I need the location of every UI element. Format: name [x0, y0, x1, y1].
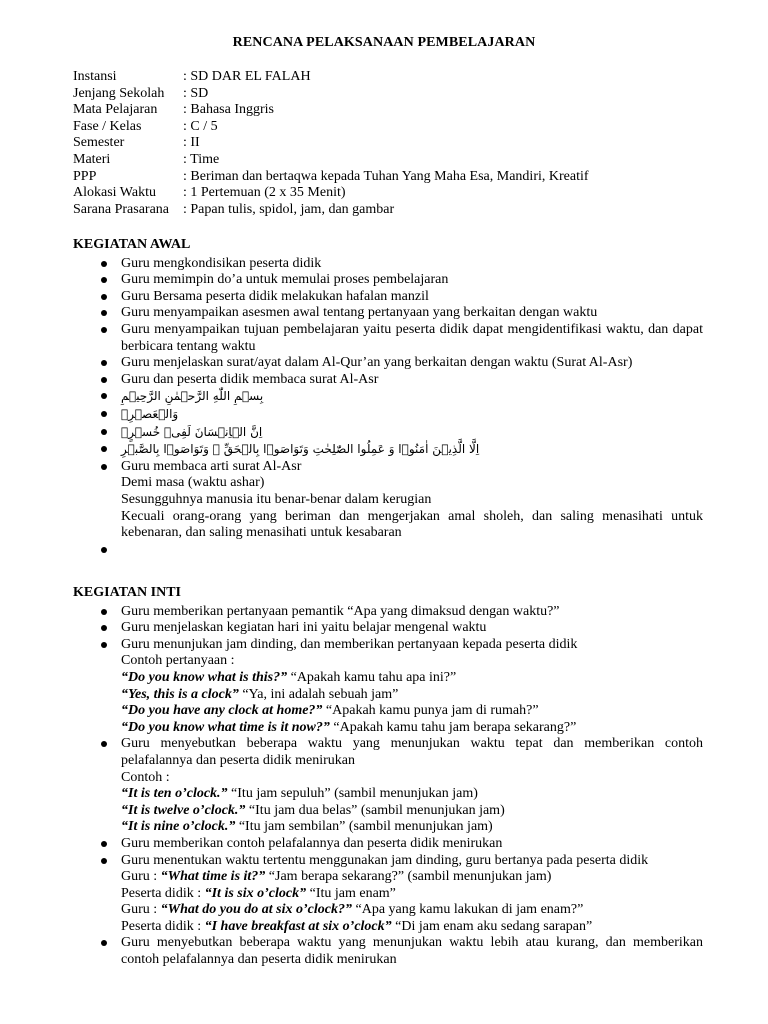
info-row-sarana: [73, 202, 713, 219]
translation: “Apa yang kamu lakukan di jam enam?”: [352, 902, 584, 918]
list-item: [73, 372, 703, 389]
list-item-text: Guru mengkondisikan peserta didik: [121, 255, 322, 271]
info-label: Materi: [73, 151, 111, 167]
english-phrase: “What do you do at six o’clock?”: [160, 902, 353, 918]
info-value: : SD DAR EL FALAH: [183, 69, 311, 84]
speaker: Guru :: [121, 902, 161, 918]
dialog-line: [121, 869, 703, 886]
info-label: PPP: [73, 168, 97, 184]
bullet-icon: [101, 261, 107, 267]
info-table: [73, 69, 713, 218]
list-item: [73, 459, 703, 542]
translation: “Apakah kamu tahu apa ini?”: [287, 669, 457, 685]
bullet-icon: [101, 360, 107, 366]
arabic-verse: بِسۡمِ اللّٰهِ الرَّحۡمٰنِ الرَّحِيۡمِ: [121, 389, 264, 404]
list-item: [73, 620, 703, 637]
example-line: [121, 720, 703, 737]
info-value: : Beriman dan bertaqwa kepada Tuhan Yang Maha Esa, Mandiri, Kreatif: [183, 168, 589, 184]
info-value: : Bahasa Inggris: [183, 102, 274, 118]
english-phrase: “Do you know what time is it now?”: [121, 719, 330, 735]
arabic-verse: اِلَّا الَّذِيۡنَ اٰمَنُوۡا وَ عَمِلُوا الصّٰلِحٰتِ وَتَوَاصَوۡا بِالۡحَقِّ ۙ وَتَوَاصَوۡا بِالصَّبۡرِ: [121, 442, 480, 457]
bullet-list: [73, 256, 703, 559]
bullet-icon: [101, 625, 107, 631]
info-label: Jenjang Sekolah: [73, 85, 165, 101]
info-label: Sarana Prasarana: [73, 201, 170, 217]
translation: “Itu jam sembilan” (sambil menunjukan jam): [235, 819, 493, 835]
list-item-text: Guru memberikan pertanyaan pemantik “Apa yang dimaksud dengan waktu?”: [121, 603, 560, 619]
info-row-mapel: [73, 102, 713, 119]
info-row-materi: [73, 152, 713, 169]
list-item-text: Guru memberikan contoh pelafalannya dan peserta didik menirukan: [121, 835, 503, 851]
translation-line: Kecuali orang-orang yang beriman dan mengerjakan amal sholeh, dan saling menasihati untuk kebenaran, dan saling menasihati untuk kesabaran: [121, 508, 703, 541]
translation: “Apakah kamu tahu jam berapa sekarang?”: [329, 719, 577, 735]
arabic-verse: وَالۡعَصۡرِۙ: [121, 406, 179, 421]
list-item: [73, 637, 703, 737]
bullet-icon: [101, 741, 107, 747]
bullet-icon: [101, 940, 107, 946]
info-value: : 1 Pertemuan (2 x 35 Menit): [183, 185, 346, 201]
list-item-text: Guru memimpin do’a untuk memulai proses pembelajaran: [121, 272, 449, 288]
list-item: [73, 836, 703, 853]
translation: “Itu jam dua belas” (sambil menunjukan jam): [245, 802, 505, 818]
section-heading: KEGIATAN INTI: [73, 585, 182, 600]
english-phrase: “It is ten o’clock.”: [121, 786, 228, 802]
bullet-icon: [101, 377, 107, 383]
translation-line: Demi masa (waktu ashar): [121, 475, 265, 491]
example-line: [121, 703, 703, 720]
list-item: [73, 322, 703, 355]
list-item-text: Guru menentukan waktu tertentu menggunakan jam dinding, guru bertanya pada peserta didik: [121, 852, 649, 868]
bullet-icon: [101, 547, 107, 553]
list-item-text: Guru menyampaikan asesmen awal tentang pertanyaan yang berkaitan dengan waktu: [121, 305, 598, 321]
english-phrase: “I have breakfast at six o’clock”: [204, 918, 392, 934]
example-line: [121, 670, 703, 687]
list-item-text: Guru menjelaskan surat/ayat dalam Al-Qur’an yang berkaitan dengan waktu (Surat Al-Asr): [121, 355, 633, 371]
english-phrase: “It is six o’clock”: [204, 885, 307, 901]
list-item: [73, 935, 703, 968]
section-kegiatan-inti: [73, 585, 703, 969]
bullet-icon: [101, 446, 107, 452]
bullet-icon: [101, 858, 107, 864]
list-item-text: Guru menyebutkan beberapa waktu yang menunjukan waktu tepat dan memberikan contoh pelafalannya dan peserta didik menirukan: [121, 736, 703, 768]
bullet-icon: [101, 393, 107, 399]
speaker: Guru :: [121, 869, 161, 885]
bullet-list: [73, 604, 703, 969]
list-item: [73, 256, 703, 273]
list-item-text: Guru menunjukan jam dinding, dan memberikan pertanyaan kepada peserta didik: [121, 636, 578, 652]
bullet-icon: [101, 310, 107, 316]
translation-line: Sesungguhnya manusia itu benar-benar dalam kerugian: [121, 491, 432, 507]
list-item: [73, 272, 703, 289]
info-label: Alokasi Waktu: [73, 185, 156, 201]
english-phrase: “Yes, this is a clock”: [121, 686, 239, 702]
arabic-verse: اِنَّ الۡاِنۡسَانَ لَفِىۡ خُسۡرٍۙ: [121, 424, 263, 439]
list-item: [73, 853, 703, 936]
info-row-instansi: [73, 69, 713, 86]
list-item: [73, 305, 703, 322]
example-line: [121, 819, 703, 836]
translation: “Ya, ini adalah sebuah jam”: [238, 686, 399, 702]
info-value: : SD: [183, 85, 209, 101]
info-row-semester: [73, 135, 713, 152]
list-item-arabic: [73, 424, 703, 442]
info-value: : C / 5: [183, 118, 218, 134]
bullet-icon: [101, 327, 107, 333]
info-label: Instansi: [73, 69, 117, 84]
dialog-line: [121, 902, 703, 919]
example-line: [121, 687, 703, 704]
list-item-arabic: [73, 441, 703, 459]
speaker: Peserta didik :: [121, 885, 205, 901]
bullet-icon: [101, 642, 107, 648]
dialog-line: [121, 886, 703, 903]
document-title: RENCANA PELAKSANAAN PEMBELAJARAN: [232, 35, 536, 50]
list-item-empty: [73, 542, 703, 559]
bullet-icon: [101, 464, 107, 470]
english-phrase: “Do you know what is this?”: [121, 669, 288, 685]
info-label: Fase / Kelas: [73, 118, 142, 134]
bullet-icon: [101, 277, 107, 283]
info-row-fase: [73, 119, 713, 136]
english-phrase: “What time is it?”: [160, 869, 266, 885]
list-item-arabic: [73, 388, 703, 406]
bullet-icon: [101, 411, 107, 417]
list-item-text: Guru dan peserta didik membaca surat Al-Asr: [121, 371, 379, 387]
list-item-text: Guru Bersama peserta didik melakukan hafalan manzil: [121, 288, 429, 304]
english-phrase: “It is nine o’clock.”: [121, 819, 236, 835]
dialog-line: [121, 919, 703, 936]
info-value: : Papan tulis, spidol, jam, dan gambar: [183, 201, 395, 217]
section-heading: KEGIATAN AWAL: [73, 237, 191, 252]
info-label: Mata Pelajaran: [73, 102, 158, 118]
info-label: Semester: [73, 135, 125, 151]
list-item-text: Guru menyampaikan tujuan pembelajaran yaitu peserta didik dapat mengidentifikasi waktu, dan dapat berbicara tentang waktu: [121, 321, 703, 354]
bullet-icon: [101, 841, 107, 847]
info-row-alokasi: [73, 185, 713, 202]
info-value: : Time: [183, 151, 220, 167]
info-row-jenjang: [73, 86, 713, 103]
list-item: [73, 604, 703, 621]
list-item: [73, 355, 703, 372]
list-item-text: Guru menyebutkan beberapa waktu yang menunjukan waktu lebih atau kurang, dan memberikan contoh pelafalannya dan peserta didik menirukan: [121, 935, 703, 968]
translation: “Di jam enam aku sedang sarapan”: [391, 918, 593, 934]
section-kegiatan-awal: [73, 237, 703, 558]
speaker: Peserta didik :: [121, 918, 205, 934]
translation: “Itu jam enam”: [306, 885, 396, 901]
example-label: Contoh :: [121, 769, 170, 785]
info-row-ppp: [73, 169, 713, 186]
bullet-icon: [101, 429, 107, 435]
translation: “Itu jam sepuluh” (sambil menunjukan jam): [227, 786, 478, 802]
translation: “Jam berapa sekarang?” (sambil menunjukan jam): [265, 869, 552, 885]
list-item: [73, 289, 703, 306]
list-item-text: Guru membaca arti surat Al-Asr: [121, 458, 302, 474]
list-item: [73, 736, 703, 836]
bullet-icon: [101, 609, 107, 615]
english-phrase: “Do you have any clock at home?”: [121, 703, 323, 719]
example-label: Contoh pertanyaan :: [121, 653, 235, 669]
list-item-arabic: [73, 406, 703, 424]
english-phrase: “It is twelve o’clock.”: [121, 802, 246, 818]
bullet-icon: [101, 294, 107, 300]
example-line: [121, 786, 703, 803]
list-item-text: Guru menjelaskan kegiatan hari ini yaitu belajar mengenal waktu: [121, 620, 487, 636]
example-line: [121, 803, 703, 820]
info-value: : II: [183, 135, 200, 151]
translation: “Apakah kamu punya jam di rumah?”: [322, 703, 539, 719]
